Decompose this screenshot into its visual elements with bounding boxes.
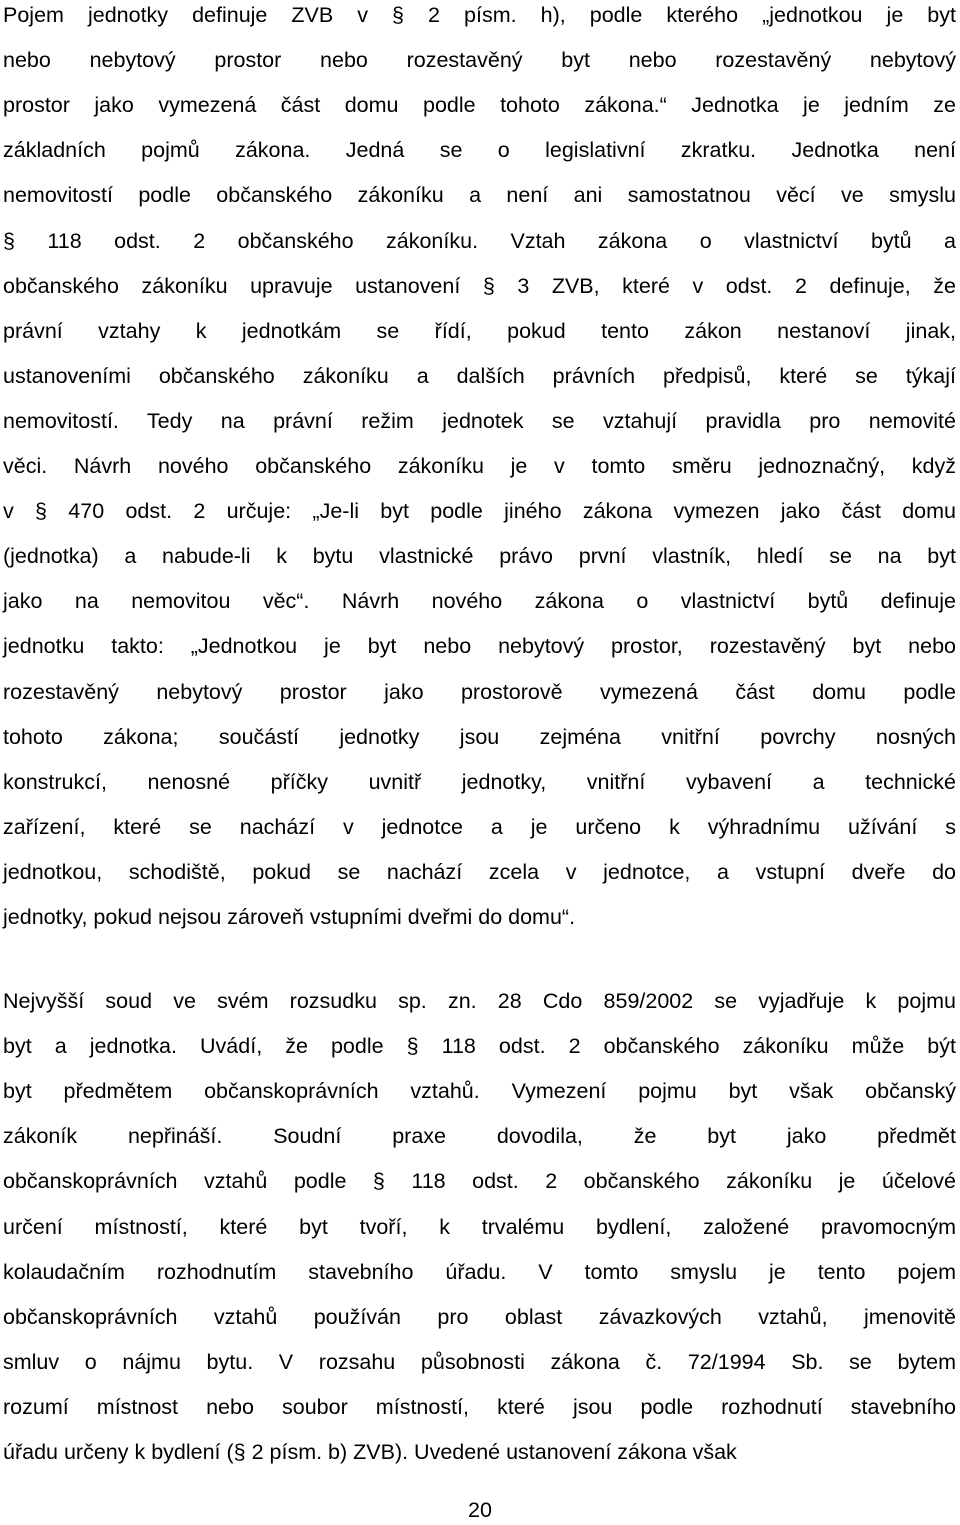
text-line: jednotkou, schodiště, pokud se nachází zcela v jednotce, a vstupní dveře do: [3, 859, 956, 884]
text-line: věci. Návrh nového občanského zákoníku je v tomto směru jednoznačný, když: [3, 454, 956, 478]
text-line: zařízení, které se nachází v jednotce a je určeno k výhradnímu užívání s: [3, 814, 956, 839]
text-line: ustanoveními občanského zákoníku a dalších právních předpisů, které se týkají: [3, 363, 956, 388]
text-line: byt předmětem občanskoprávních vztahů. Vymezení pojmu byt však občanský: [3, 1079, 956, 1104]
text-line: Pojem jednotky definuje ZVB v § 2 písm. h), podle kterého „jednotkou je byt: [3, 3, 956, 27]
text-line: občanskoprávních vztahů podle § 118 odst. 2 občanského zákoníku je účelové: [3, 1169, 956, 1194]
text-line: rozestavěný nebytový prostor jako prostorově vymezená část domu podle: [3, 679, 956, 704]
text-line: jednotku takto: „Jednotkou je byt nebo nebytový prostor, rozestavěný byt nebo: [3, 634, 956, 659]
text-line: konstrukcí, nenosné příčky uvnitř jednotky, vnitřní vybavení a technické: [3, 769, 956, 794]
text-line: smluv o nájmu bytu. V rozsahu působnosti zákona č. 72/1994 Sb. se bytem: [3, 1349, 956, 1374]
text-line: občanského zákoníku upravuje ustanovení § 3 ZVB, které v odst. 2 definuje, že: [3, 273, 956, 298]
text-line: určení místností, které byt tvoří, k trvalému bydlení, založené pravomocným: [3, 1214, 956, 1239]
text-line: nebo nebytový prostor nebo rozestavěný byt nebo rozestavěný nebytový: [3, 48, 956, 73]
text-line: jednotky, pokud nejsou zároveň vstupními dveřmi do domu“.: [3, 905, 576, 929]
text-line: základních pojmů zákona. Jedná se o legislativní zkratku. Jednotka není: [3, 138, 956, 163]
text-line: právní vztahy k jednotkám se řídí, pokud tento zákon nestanoví jinak,: [3, 318, 956, 343]
text-line: rozumí místnost nebo soubor místností, které jsou podle rozhodnutí stavebního: [3, 1394, 956, 1419]
text-line: prostor jako vymezená část domu podle tohoto zákona.“ Jednotka je jedním ze: [3, 93, 956, 118]
text-line: jako na nemovitou věc“. Návrh nového zákona o vlastnictví bytů definuje: [3, 589, 956, 614]
text-line: § 118 odst. 2 občanského zákoníku. Vztah zákona o vlastnictví bytů a: [3, 228, 956, 253]
page-number: 20: [468, 1498, 492, 1522]
text-line: úřadu určeny k bydlení (§ 2 písm. b) ZVB). Uvedené ustanovení zákona však: [3, 1440, 737, 1464]
text-line: občanskoprávních vztahů používán pro oblast závazkových vztahů, jmenovitě: [3, 1304, 956, 1329]
text-line: Nejvyšší soud ve svém rozsudku sp. zn. 28 Cdo 859/2002 se vyjadřuje k pojmu: [3, 989, 956, 1013]
text-line: tohoto zákona; součástí jednotky jsou zejména vnitřní povrchy nosných: [3, 724, 956, 749]
text-line: v § 470 odst. 2 určuje: „Je-li byt podle jiného zákona vymezen jako část domu: [3, 499, 956, 524]
text-line: nemovitostí podle občanského zákoníku a není ani samostatnou věcí ve smyslu: [3, 183, 956, 208]
text-line: byt a jednotka. Uvádí, že podle § 118 odst. 2 občanského zákoníku může být: [3, 1034, 956, 1059]
text-line: kolaudačním rozhodnutím stavebního úřadu. V tomto smyslu je tento pojem: [3, 1259, 956, 1284]
text-line: nemovitostí. Tedy na právní režim jednotek se vztahují pravidla pro nemovité: [3, 408, 956, 433]
text-line: (jednotka) a nabude-li k bytu vlastnické právo první vlastník, hledí se na byt: [3, 544, 956, 569]
text-line: zákoník nepřináší. Soudní praxe dovodila, že byt jako předmět: [3, 1124, 956, 1149]
